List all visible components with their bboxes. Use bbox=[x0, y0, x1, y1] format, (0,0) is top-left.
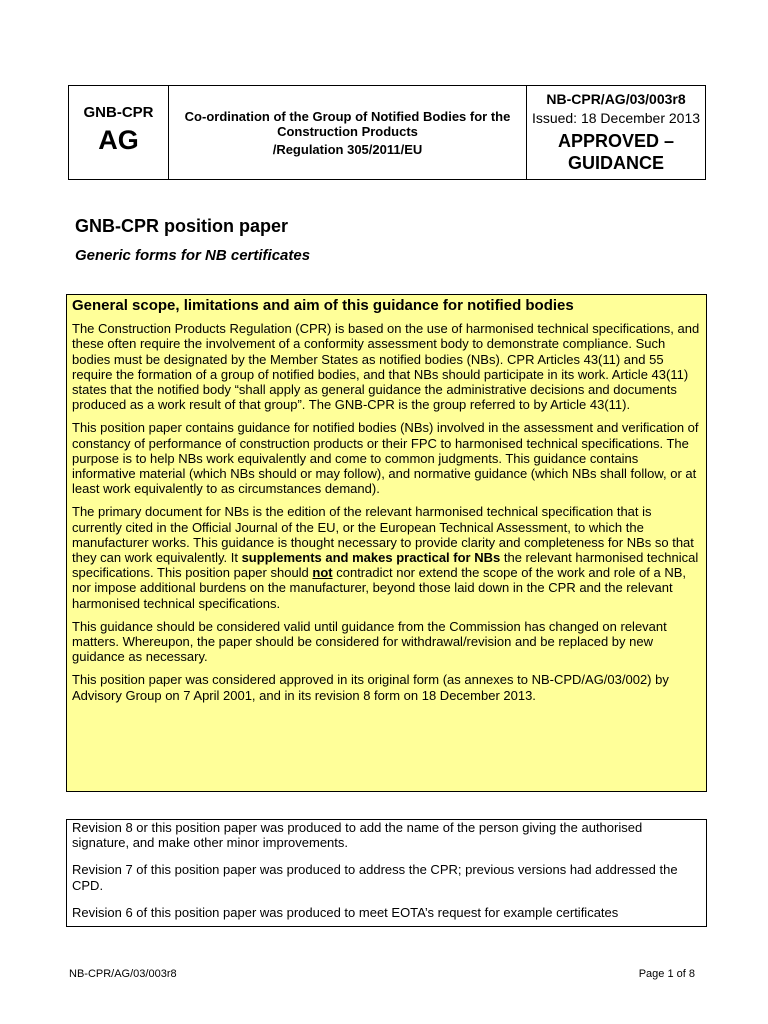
scope-paragraph-3 bbox=[72, 504, 701, 610]
header-status bbox=[527, 130, 705, 174]
revision-note: Revision 8 or this position paper was produced to add the name of the person giving the authorised signature, and make other minor improvements. bbox=[72, 820, 643, 851]
footer-doc-ref: NB-CPR/AG/03/003r8 bbox=[69, 968, 177, 980]
header-issued-date: Issued: 18 December 2013 bbox=[531, 110, 701, 126]
revision-note: Revision 6 of this position paper was produced to meet EOTA’s request for example certificates bbox=[72, 904, 619, 920]
header-group: AG bbox=[98, 125, 139, 155]
scope-paragraph-2: This position paper contains guidance for notified bodies (NBs) involved in the assessment and verification of constancy of performance of construction products or their FPC to harmonised technical specifications. The purpose is to help NBs work equivalently and come to common judgments. This guidance contains informative material (which NBs should or may follow), and normative guidance (which NBs shall follow, or at least work equivalently to as circumstances demand). bbox=[72, 420, 699, 497]
scope-p3-not: not bbox=[312, 565, 333, 581]
header-title-cell bbox=[169, 86, 527, 179]
revision-history-box bbox=[66, 819, 707, 927]
scope-paragraph-1: The Construction Products Regulation (CPR) is based on the use of harmonised technical specifications, and these often require the involvement of a conformity assessment body to demonstrate compliance. Such bodies must be designated by the Member States as notified bodies (NBs). CPR Articles 43(11) and 55 require the formation of a group of notified bodies, and that NBs should participate in its work. Article 43(11) states that the notified body “shall apply as general guidance the administrative decisions and documents produced as a work result of that group”. The GNB-CPR is the group referred to by Article 43(11). bbox=[72, 321, 700, 413]
scope-paragraph-5: This position paper was considered approved in its original form (as annexes to NB-CPD/AG/03/002) by Advisory Group on 7 April 2001, and in its revision 8 form on 18 December 2013. bbox=[72, 672, 669, 703]
scope-p3-bold: supplements and makes practical for NBs bbox=[241, 550, 501, 566]
header-org: GNB-CPR bbox=[83, 104, 154, 121]
page-title: GNB-CPR position paper bbox=[75, 216, 289, 236]
scope-paragraph-4: This guidance should be considered valid until guidance from the Commission has changed on relevant matters. Whereupon, the paper should be considered for withdrawal/revision and be replaced by new guidance as necessary. bbox=[72, 618, 667, 665]
header-status-cell bbox=[527, 86, 705, 179]
page-subtitle: Generic forms for NB certificates bbox=[75, 247, 311, 264]
header-org-cell bbox=[69, 86, 169, 179]
scope-p3-part-a: The primary document for NBs is the edition of the relevant harmonised technical specification that is currently cited in the Official Journal of the EU, or the European Technical Assessment, to which the manufacturer works. This guidance is thought necessary to provide clarity and completeness for NBs so that they can work equivalently. It bbox=[72, 504, 694, 566]
revision-note: Revision 7 of this position paper was produced to address the CPR; previous versions had addressed the CPD. bbox=[72, 862, 678, 893]
header-title-line2: /Regulation 305/2011/EU bbox=[272, 142, 423, 157]
header-title-line1: Co-ordination of the Group of Notified Bodies for the Construction Products bbox=[184, 109, 511, 139]
document-header-table bbox=[68, 85, 706, 180]
scope-box bbox=[66, 294, 707, 792]
header-status-line1: APPROVED – bbox=[557, 131, 675, 151]
header-status-line2: GUIDANCE bbox=[567, 153, 664, 173]
scope-p3-part-c: contradict nor extend the scope of the work and role of a NB, nor impose additional burdens on the manufacturer, beyond those laid down in the CPR and the relevant harmonised technical specifications. bbox=[72, 565, 686, 611]
scope-heading: General scope, limitations and aim of this guidance for notified bodies bbox=[72, 297, 574, 314]
header-doc-ref: NB-CPR/AG/03/003r8 bbox=[546, 91, 686, 107]
footer-page-number: Page 1 of 8 bbox=[638, 968, 695, 980]
scope-p3-part-b: the relevant harmonised technical specifications. This position paper should bbox=[72, 550, 699, 581]
